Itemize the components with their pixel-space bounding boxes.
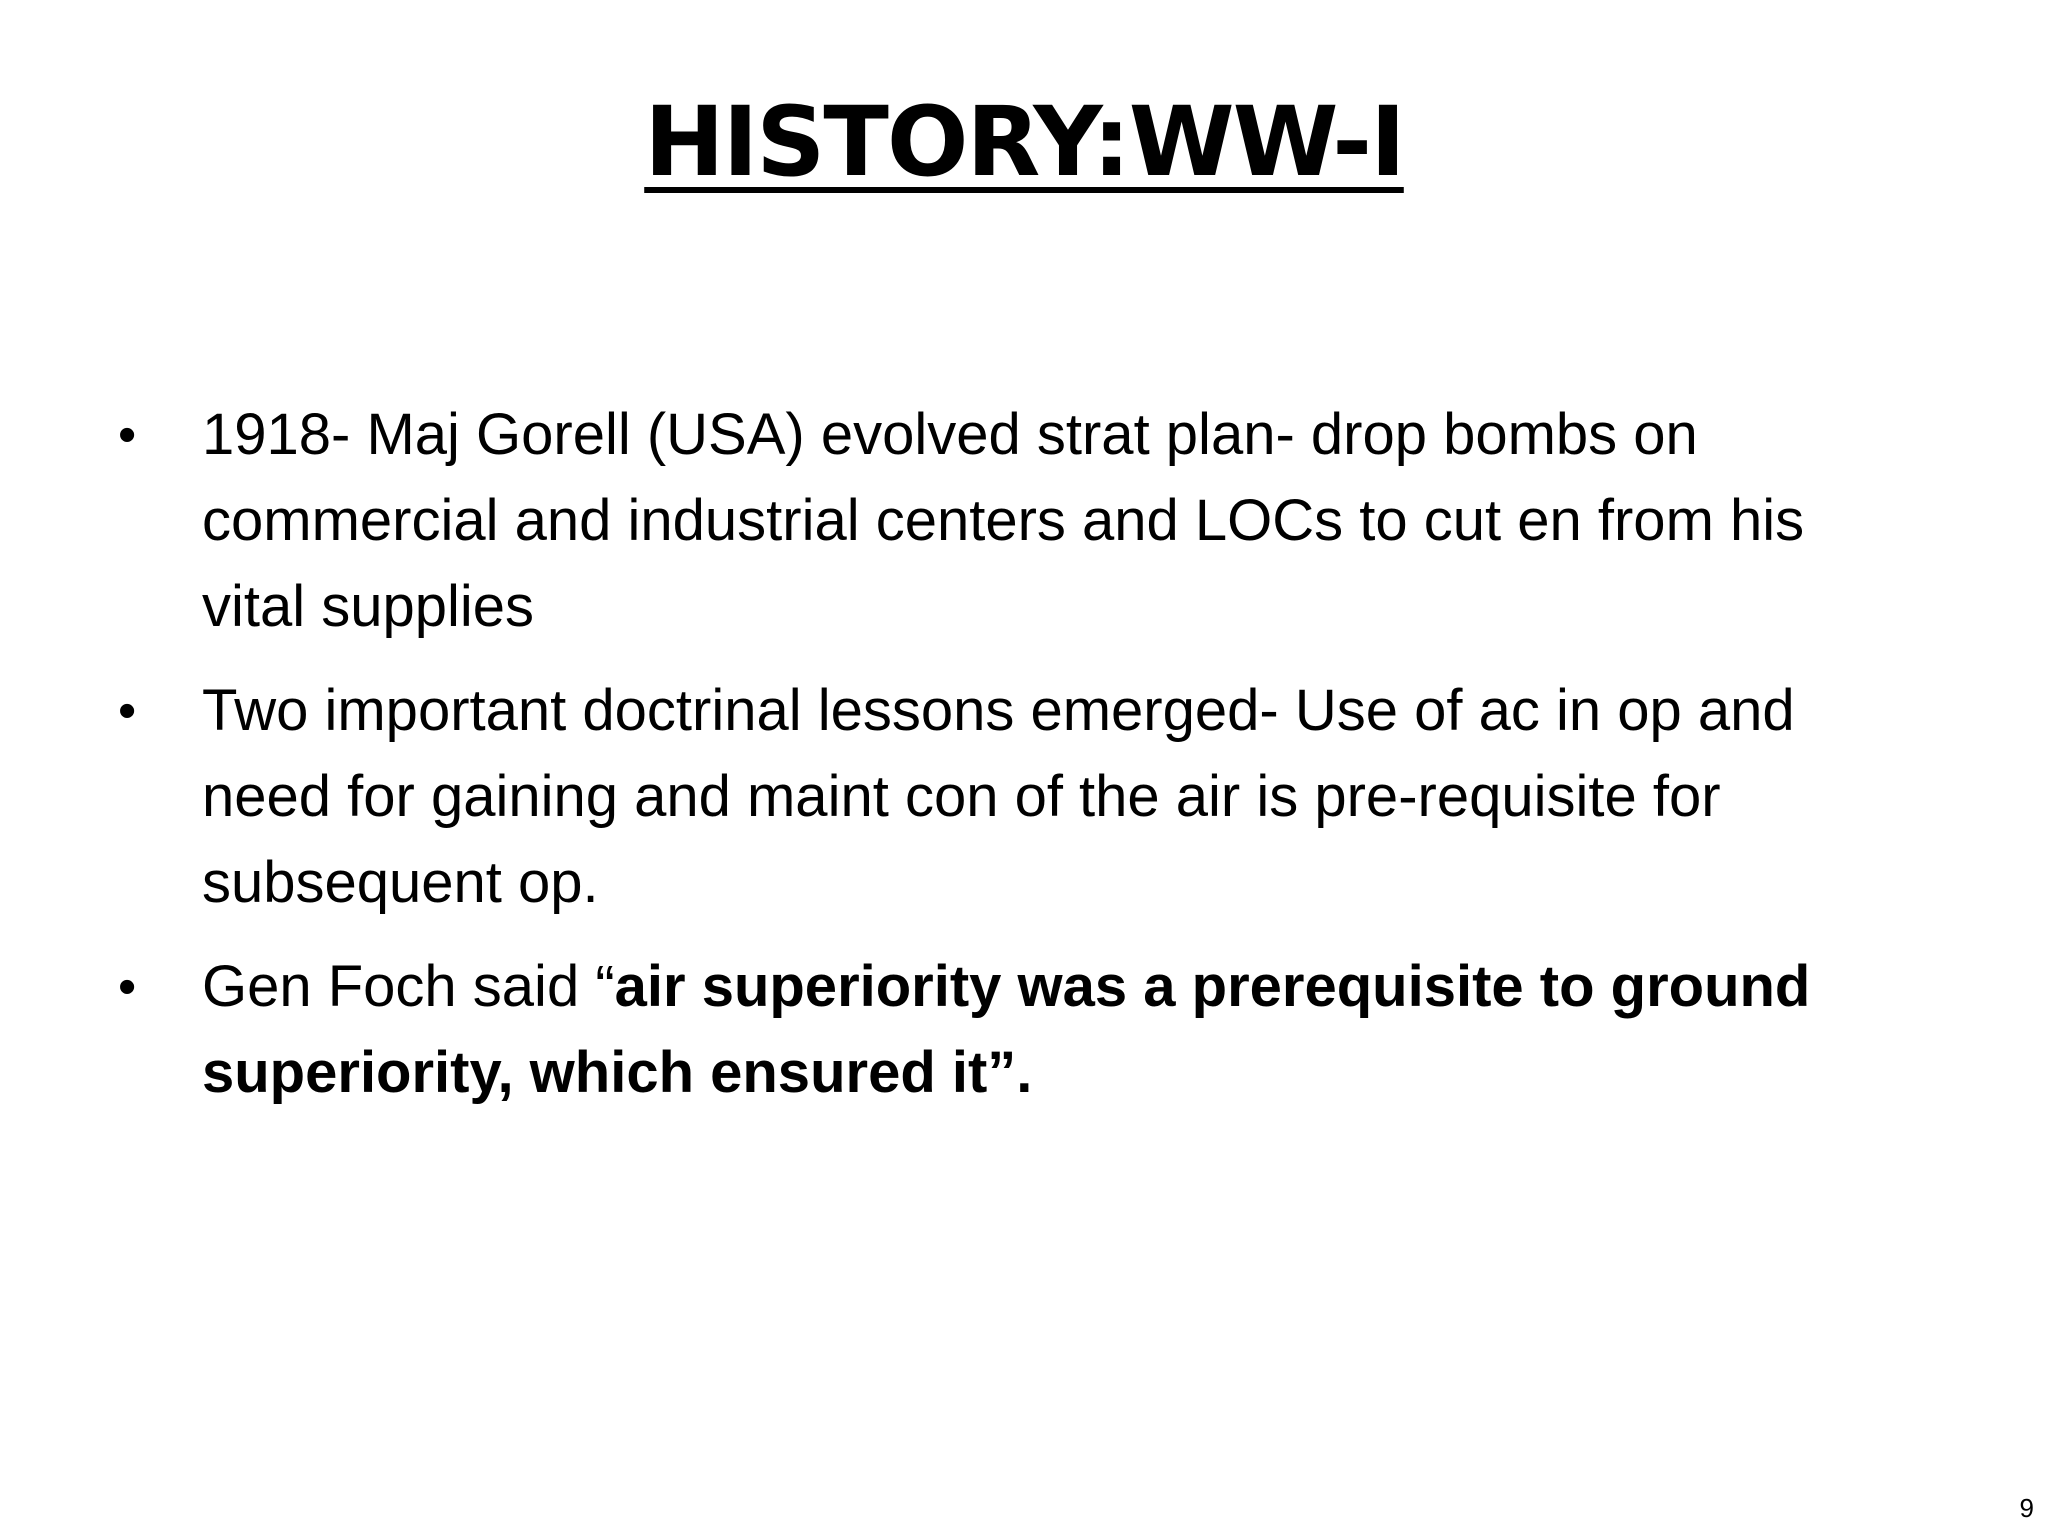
bullet-text-3-quote: air superiority was a prerequisite to ground superiority, which ensured it”.: [202, 954, 1811, 1105]
bullet-text-1: 1918- Maj Gorell (USA) evolved strat plan- drop bombs on commercial and industrial centers and LOCs to cut en from his vital supplies: [202, 402, 1805, 639]
bullet-item-3: [118, 944, 1918, 1116]
slide-title: [0, 78, 2048, 206]
bullet-text-2: Two important doctrinal lessons emerged- Use of ac in op and need for gaining and maint con of the air is pre-requisite for subsequent op.: [202, 678, 1795, 915]
slide-title-text: HISTORY:WW-I: [644, 86, 1404, 198]
bullet-dot-icon: •: [118, 682, 137, 740]
bullet-list: [118, 392, 1918, 1134]
bullet-item-1: [118, 392, 1918, 650]
bullet-dot-icon: •: [118, 406, 137, 464]
page-number: 9: [2019, 1493, 2034, 1523]
bullet-dot-icon: •: [118, 958, 137, 1016]
bullet-item-2: [118, 668, 1918, 926]
bullet-text-3-prefix: Gen Foch said “: [202, 954, 615, 1019]
